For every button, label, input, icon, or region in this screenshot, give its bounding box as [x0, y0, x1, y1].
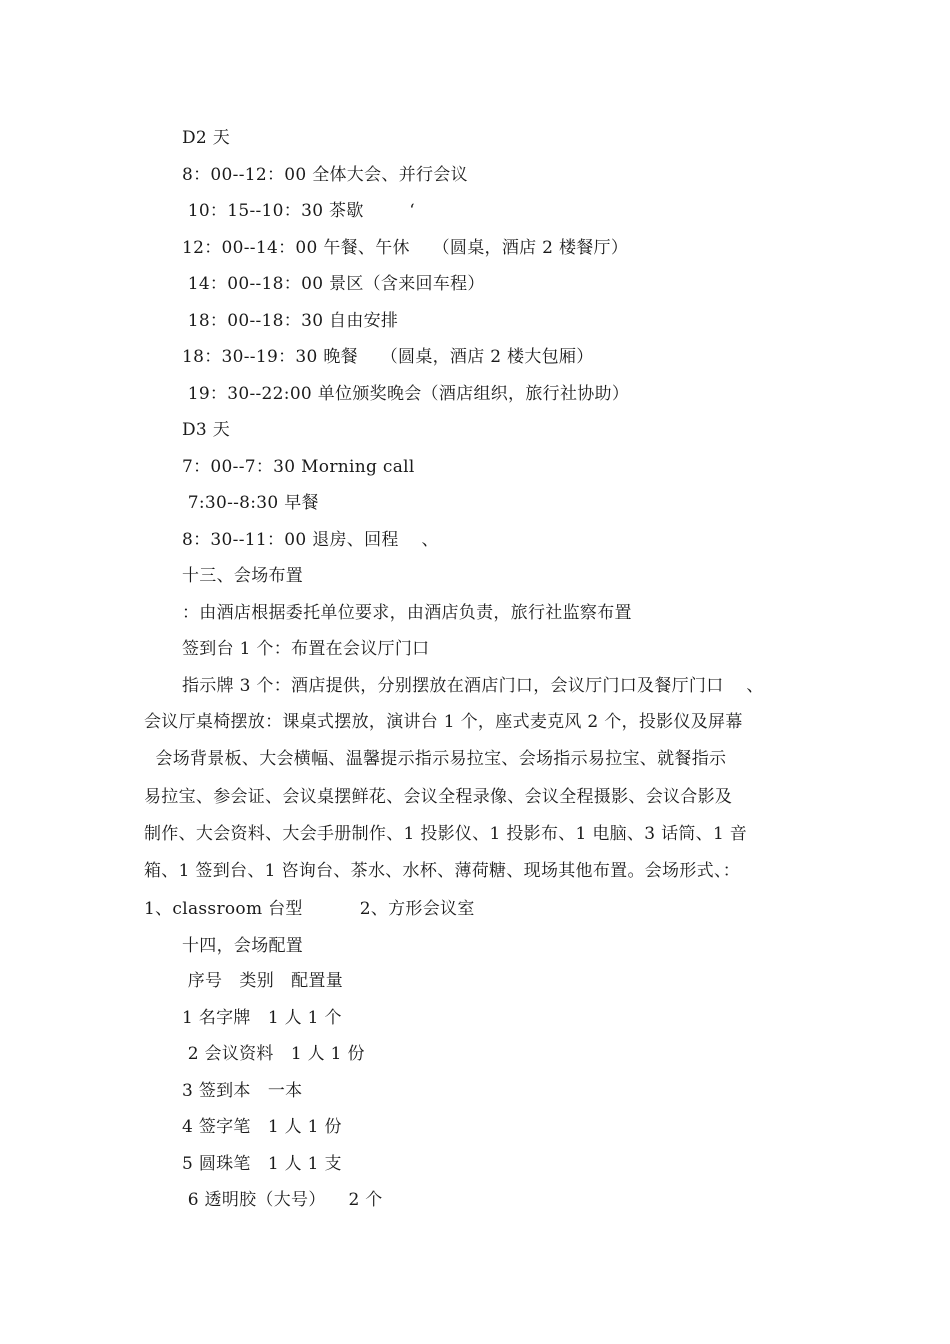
text-line-paragraph: 易拉宝、参会证、会议桌摆鲜花、会议全程录像、会议全程摄影、会议合影及 — [144, 787, 733, 807]
text-line-schedule: 7：00--7：30 Morning call — [182, 457, 415, 477]
table-header-row: 序号 类别 配置量 — [182, 971, 344, 991]
text-line-paragraph: 制作、大会资料、大会手册制作、1 投影仪、1 投影布、1 电脑、3 话筒、1 音 — [144, 824, 748, 844]
text-line-paragraph: 会场背景板、大会横幅、温馨提示指示易拉宝、会场指示易拉宝、就餐指示 — [144, 749, 727, 769]
table-row: 1 名字牌 1 人 1 个 — [182, 1008, 342, 1028]
table-row: 4 签字笔 1 人 1 份 — [182, 1117, 342, 1137]
text-line-paragraph: 签到台 1 个：布置在会议厅门口 — [182, 639, 430, 659]
text-line-schedule: 18：30--19：30 晚餐 （圆桌，酒店 2 楼大包厢） — [182, 347, 594, 367]
table-row: 6 透明胶（大号） 2 个 — [182, 1190, 383, 1210]
section-heading-venue-layout: 十三、会场布置 — [182, 566, 304, 586]
text-line-schedule: 12：00--14：00 午餐、午休 （圆桌，酒店 2 楼餐厅） — [182, 238, 629, 258]
text-line-schedule: 10：15--10：30 茶歇 ‘ — [182, 201, 415, 221]
text-line-paragraph: 指示牌 3 个：酒店提供，分别摆放在酒店门口，会议厅门口及餐厅门口 、 — [182, 676, 764, 696]
text-line-d3-heading: D3 天 — [182, 420, 231, 440]
text-line-paragraph: 会议厅桌椅摆放：课桌式摆放，演讲台 1 个，座式麦克风 2 个，投影仪及屏幕 — [144, 712, 743, 732]
text-line-schedule: 19：30--22:00 单位颁奖晚会（酒店组织，旅行社协助） — [182, 384, 630, 404]
section-heading-venue-config: 十四，会场配置 — [182, 936, 304, 956]
text-line-schedule: 8：30--11：00 退房、回程 、 — [182, 530, 439, 550]
table-row: 3 签到本 一本 — [182, 1081, 303, 1101]
table-row: 2 会议资料 1 人 1 份 — [182, 1044, 365, 1064]
text-line-schedule: 18：00--18：30 自由安排 — [182, 311, 399, 331]
text-line-paragraph: 1、classroom 台型 2、方形会议室 — [144, 899, 475, 919]
text-line-schedule: 7:30--8:30 早餐 — [182, 493, 319, 513]
text-line-schedule: 14：00--18：00 景区（含来回车程） — [182, 274, 485, 294]
text-line-paragraph: ：由酒店根据委托单位要求，由酒店负责，旅行社监察布置 — [182, 603, 632, 623]
text-line-paragraph: 箱、1 签到台、1 咨询台、茶水、水杯、薄荷糖、现场其他布置。会场形式、： — [144, 861, 741, 881]
text-line-schedule: 8：00--12：00 全体大会、并行会议 — [182, 165, 468, 185]
table-row: 5 圆珠笔 1 人 1 支 — [182, 1154, 342, 1174]
text-line-d2-heading: D2 天 — [182, 128, 231, 148]
